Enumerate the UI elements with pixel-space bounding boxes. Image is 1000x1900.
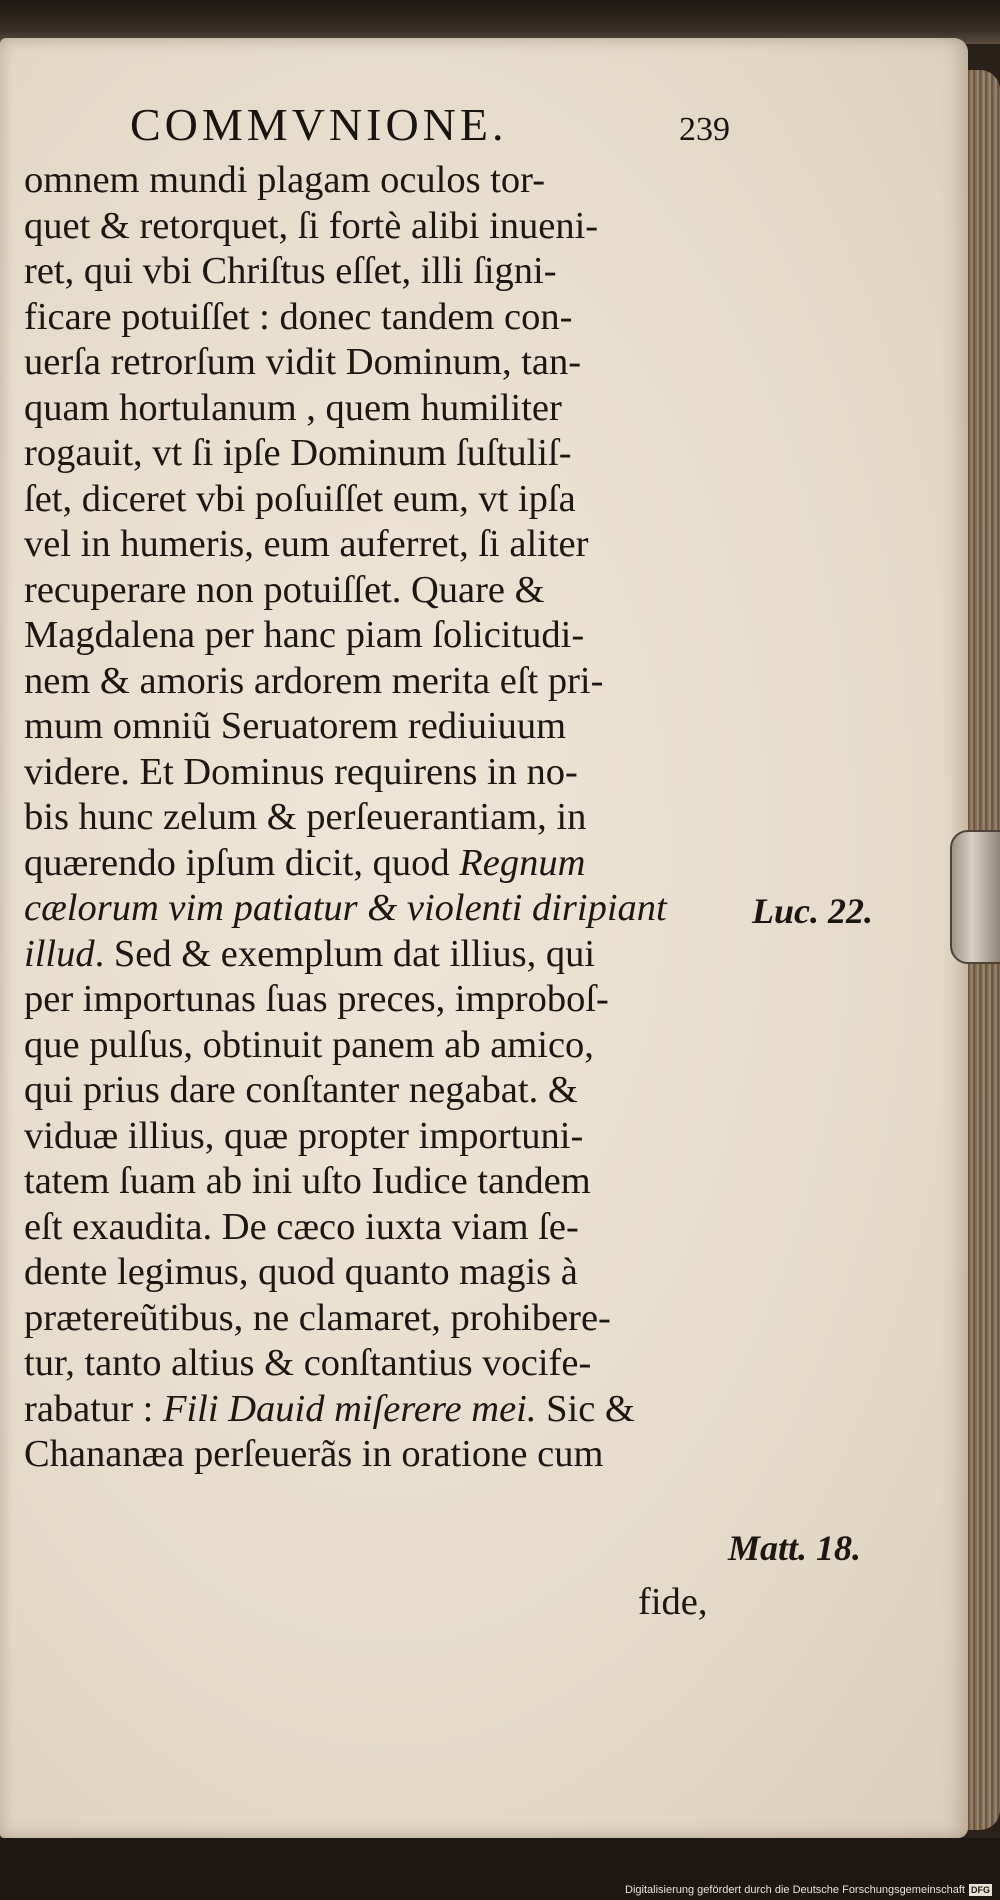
text-line: tatem ſuam ab ini uſto Iudice tandem <box>24 1160 591 1202</box>
text-segment: quærendo ipſum dicit, quod <box>24 841 450 884</box>
text-segment: rabatur : <box>24 1387 154 1430</box>
text-line: qui prius dare conſtanter negabat. & <box>24 1069 578 1111</box>
italic-citation: Fili Dauid miſerere mei. <box>162 1387 537 1430</box>
body-text <box>24 158 744 1478</box>
book-clasp <box>950 830 1000 964</box>
text-line: prætereũtibus, ne clamaret, prohibere- <box>24 1296 611 1339</box>
running-head: COMMVNIONE. <box>130 99 508 150</box>
catchword: fide, <box>638 1581 708 1623</box>
margin-note: Luc. 22. <box>752 891 873 931</box>
text-line: vel in humeris, eum auferret, ſi aliter <box>24 523 589 565</box>
text-line: rogauit, vt ſi ipſe Dominum ſuſtuliſ- <box>24 432 572 474</box>
text-line: omnem mundi plagam oculos tor- <box>24 159 546 201</box>
text-line: quam hortulanum , quem humiliter <box>24 386 562 429</box>
text-line: bis hunc zelum & perſeuerantiam, in <box>24 796 587 838</box>
text-line: Chananæa perſeuerãs in oratione cum <box>24 1433 604 1475</box>
margin-note: Matt. 18. <box>728 1528 862 1568</box>
text-line: ret, qui vbi Chriſtus eſſet, illi ſigni- <box>24 250 557 292</box>
text-segment: Sic & <box>536 1387 635 1430</box>
text-line: uerſa retrorſum vidit Dominum, tan- <box>24 341 582 383</box>
italic-citation: Regnum <box>459 841 586 884</box>
text-line: per importunas ſuas preces, improboſ- <box>24 978 609 1020</box>
text-segment: . Sed & exemplum dat illius, qui <box>94 932 596 975</box>
text-line: mum omniũ Seruatorem rediuiuum <box>24 705 567 747</box>
text-line: ſet, diceret vbi poſuiſſet eum, vt ipſa <box>24 477 576 520</box>
digitization-credit <box>625 1884 992 1896</box>
text-line: nem & amoris ardorem merita eſt pri- <box>24 659 604 702</box>
text-line: eſt exaudita. De cæco iuxta viam ſe- <box>24 1205 579 1248</box>
text-line: videre. Et Dominus requirens in no- <box>24 750 578 793</box>
text-line: cælorum vim patiatur & violenti diripiant <box>24 887 667 929</box>
text-line: quet & retorquet, ſi fortè alibi inueni- <box>24 204 599 247</box>
italic-citation: illud <box>24 932 95 975</box>
credit-text: Digitalisierung gefördert durch die Deutsche Forschungsgemeinschaft <box>625 1884 965 1896</box>
text-line: que pulſus, obtinuit panem ab amico, <box>24 1023 594 1066</box>
scan-border-bottom <box>0 1838 1000 1900</box>
page-header <box>130 98 730 151</box>
text-line: viduæ illius, quæ propter importuni- <box>24 1114 584 1157</box>
text-line <box>24 1387 744 1433</box>
text-line <box>24 841 744 887</box>
text-line <box>24 932 744 978</box>
text-line: tur, tanto altius & conſtantius vocife- <box>24 1342 592 1384</box>
text-line: recuperare non potuiſſet. Quare & <box>24 568 545 611</box>
dfg-logo: DFG <box>971 1885 990 1895</box>
text-line: ficare potuiſſet : donec tandem con- <box>24 295 573 338</box>
text-line: dente legimus, quod quanto magis à <box>24 1251 578 1293</box>
page-number: 239 <box>679 111 730 148</box>
text-line: Magdalena per hanc piam ſolicitudi- <box>24 614 585 656</box>
